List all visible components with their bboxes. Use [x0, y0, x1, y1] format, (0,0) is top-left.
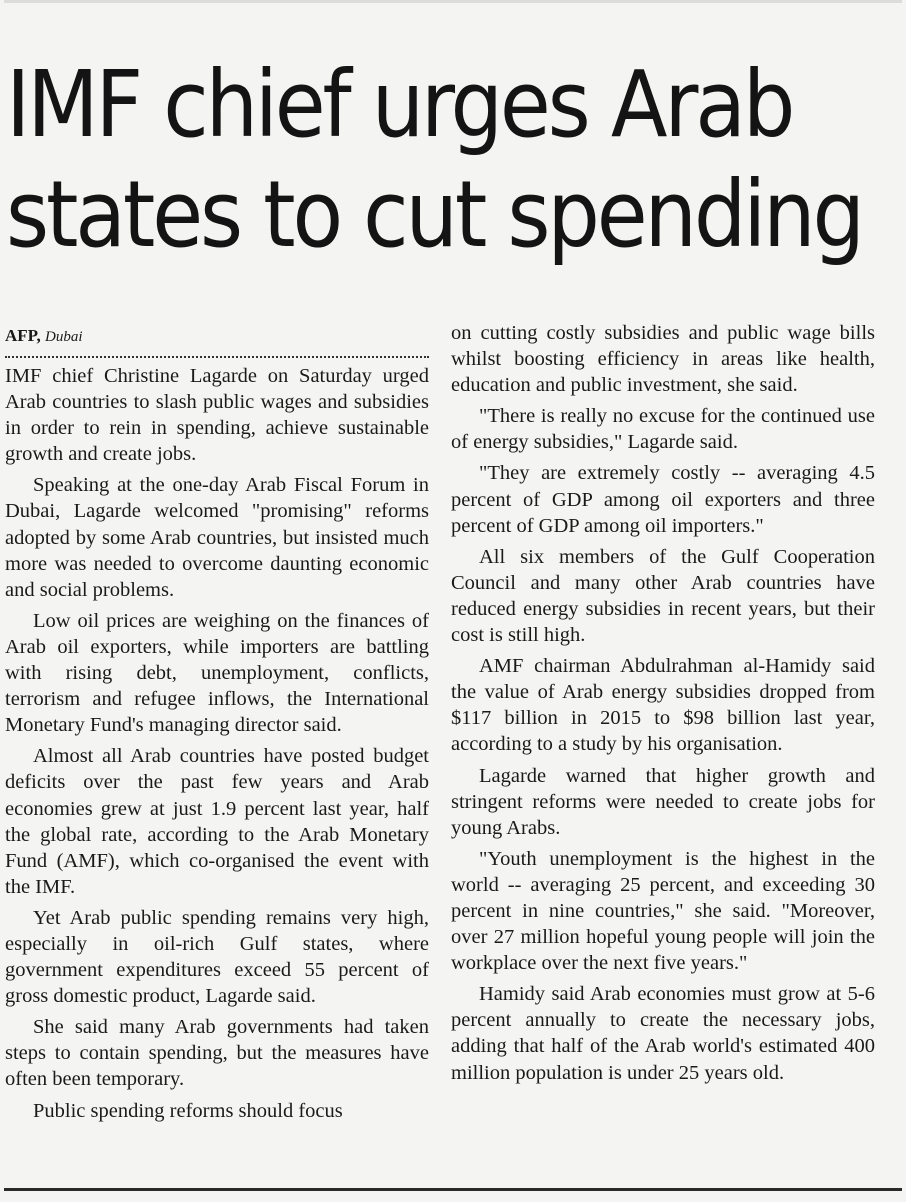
bottom-rule [4, 1188, 902, 1191]
article-paragraph: Yet Arab public spending remains very high, especially in oil-rich Gulf states, where government expenditures exceed 55 percent of gross domestic product, Lagarde said. [5, 906, 429, 1008]
article-paragraph: Almost all Arab countries have posted budget deficits over the past few years and Arab economies grew at just 1.9 percent last year, half the global rate, according to the Arab Monetary Fund (AMF), which co-organised the event with the IMF. [5, 745, 429, 898]
headline-line-1: IMF chief urges Arab [6, 51, 793, 158]
dotted-divider [5, 356, 429, 358]
article-paragraph: IMF chief Christine Lagarde on Saturday urged Arab countries to slash public wages and subsidies in order to rein in spending, achieve sustainable growth and create jobs. [5, 365, 429, 466]
byline [5, 323, 429, 350]
article-paragraph-continued: on cutting costly subsidies and public wage bills whilst boosting efficiency in areas like health, education and public investment, she said. [451, 322, 875, 397]
article-paragraph: She said many Arab governments had taken steps to contain spending, but the measures have often been temporary. [5, 1016, 429, 1091]
headline-line-2: states to cut spending [6, 161, 862, 268]
article-paragraph: AMF chairman Abdulrahman al-Hamidy said the value of Arab energy subsidies dropped from $117 billion in 2015 to $98 billion last year, according to a study by his organisation. [451, 655, 875, 756]
article-paragraph: Public spending reforms should focus [33, 1099, 343, 1122]
article-paragraph: Speaking at the one-day Arab Fiscal Forum in Dubai, Lagarde welcomed "promising" reforms adopted by some Arab countries, but insisted much more was needed to overcome daunting economic and social problems. [5, 474, 429, 601]
article-paragraph: All six members of the Gulf Cooperation Council and many other Arab countries have reduced energy subsidies in recent years, but their cost is still high. [451, 545, 875, 647]
byline-agency: AFP, [5, 326, 41, 345]
article-paragraph: "There is really no excuse for the continued use of energy subsidies," Lagarde said. [451, 405, 875, 454]
article-paragraph: Hamidy said Arab economies must grow at 5-6 percent annually to create the necessary jobs, adding that half of the Arab world's estimated 400 million population is under 25 years old. [451, 983, 875, 1084]
headline [6, 50, 862, 270]
article-paragraph: Low oil prices are weighing on the finances of Arab oil exporters, while importers are battling with rising debt, unemployment, conflicts, terrorism and refugee inflows, the International Monetary Fund's managing director said. [5, 609, 429, 737]
top-rule [4, 0, 902, 3]
article-paragraph: "Youth unemployment is the highest in the world -- averaging 25 percent, and exceeding 30 percent in nine countries," she said. "Moreover, over 27 million hopeful young people will join the workplace over the next five years." [451, 847, 875, 975]
byline-place: Dubai [45, 329, 83, 345]
article-column-left [5, 320, 429, 1129]
article-paragraph: "They are extremely costly -- averaging 4.5 percent of GDP among oil exporters and three percent of GDP among oil importers." [451, 462, 875, 537]
article-column-right [451, 320, 875, 1091]
article-paragraph: Lagarde warned that higher growth and stringent reforms were needed to create jobs for young Arabs. [451, 764, 875, 839]
